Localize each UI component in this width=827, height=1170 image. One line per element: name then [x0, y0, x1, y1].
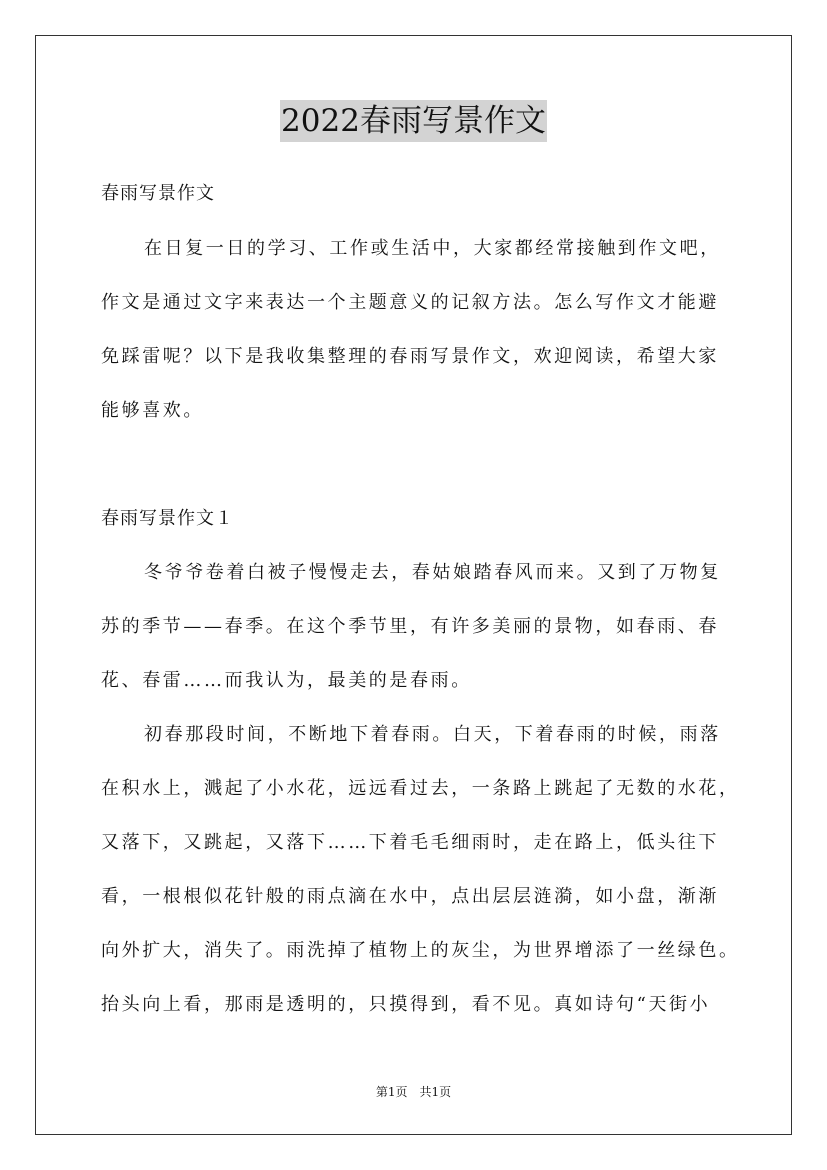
document-title-text: 2022春雨写景作文: [280, 100, 547, 142]
document-title: [0, 100, 827, 142]
para1-line-2: 苏的季节——春季。在这个季节里，有许多美丽的景物，如春雨、春: [101, 616, 719, 637]
para2-line-3: 又落下，又跳起，又落下……下着毛毛细雨时，走在路上，低头往下: [101, 832, 719, 853]
section-heading: 春雨写景作文１: [101, 508, 234, 529]
para2-line-5: 向外扩大，消失了。雨洗掉了植物上的灰尘，为世界增添了一丝绿色。: [101, 940, 740, 961]
page-number-footer: 第1页 共1页: [375, 1085, 452, 1099]
para1-line-1: 冬爷爷卷着白被子慢慢走去，春姑娘踏春风而来。又到了万物复: [144, 562, 721, 583]
para1-line-3: 花、春雷……而我认为，最美的是春雨。: [101, 670, 472, 691]
intro-line-3: 免踩雷呢？以下是我收集整理的春雨写景作文，欢迎阅读，希望大家: [101, 346, 719, 367]
para2-line-2: 在积水上，溅起了小水花，远远看过去，一条路上跳起了无数的水花，: [101, 778, 740, 799]
para2-line-4: 看，一根根似花针般的雨点滴在水中，点出层层涟漪，如小盘，渐渐: [101, 886, 719, 907]
para2-line-6: 抬头向上看，那雨是透明的，只摸得到，看不见。真如诗句“天街小: [101, 994, 711, 1015]
intro-line-4: 能够喜欢。: [101, 400, 204, 421]
intro-line-1: 在日复一日的学习、工作或生活中，大家都经常接触到作文吧，: [144, 238, 721, 259]
para2-line-1: 初春那段时间，不断地下着春雨。白天，下着春雨的时候，雨落: [144, 724, 721, 745]
intro-line-2: 作文是通过文字来表达一个主题意义的记叙方法。怎么写作文才能避: [101, 292, 719, 313]
intro-heading: 春雨写景作文: [101, 183, 215, 204]
